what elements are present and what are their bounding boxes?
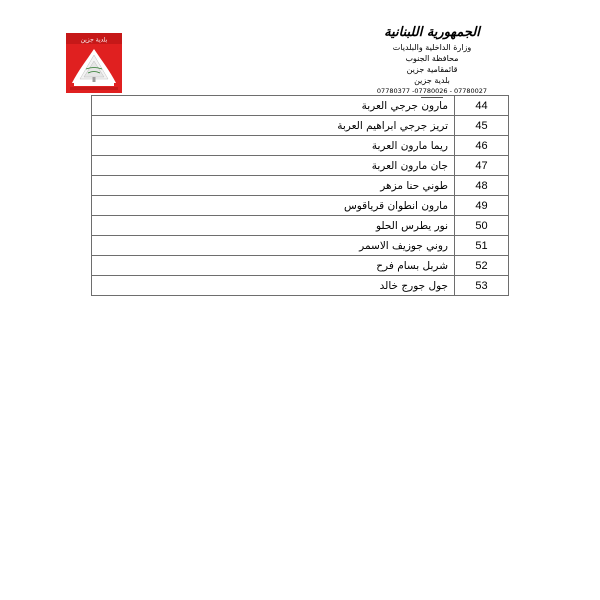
row-name: تريز جرجي ابراهيم العربة bbox=[92, 116, 455, 136]
table-row bbox=[92, 196, 509, 216]
names-table-body bbox=[92, 96, 509, 296]
ministry-line: وزارة الداخلية والبلديات bbox=[392, 43, 472, 52]
table-row bbox=[92, 156, 509, 176]
names-table bbox=[91, 95, 509, 296]
row-number: 51 bbox=[455, 236, 509, 256]
row-name: ريما مارون العربة bbox=[92, 136, 455, 156]
row-name: جول جورج خالد bbox=[92, 276, 455, 296]
row-number: 46 bbox=[455, 136, 509, 156]
table-row bbox=[92, 236, 509, 256]
table-row bbox=[92, 116, 509, 136]
municipality-line: بلدية جزين bbox=[414, 76, 450, 85]
row-name: مارون جرجي العربة bbox=[92, 96, 455, 116]
table-row bbox=[92, 216, 509, 236]
row-name: جان مارون العربة bbox=[92, 156, 455, 176]
table-row bbox=[92, 96, 509, 116]
cedar-emblem-icon bbox=[66, 33, 122, 93]
table-row bbox=[92, 176, 509, 196]
row-name: مارون انطوان قرياقوس bbox=[92, 196, 455, 216]
country-title: الجمهورية اللبنانية bbox=[384, 25, 480, 40]
table-row bbox=[92, 276, 509, 296]
phone-numbers: 07780377 -07780026 - 07780027 bbox=[376, 87, 488, 95]
row-name: نور يطرس الحلو bbox=[92, 216, 455, 236]
row-number: 50 bbox=[455, 216, 509, 236]
row-name: طوني حنا مزهر bbox=[92, 176, 455, 196]
governorate-line: محافظة الجنوب bbox=[405, 54, 459, 63]
letterhead bbox=[352, 24, 512, 98]
row-name: روني جوزيف الاسمر bbox=[92, 236, 455, 256]
row-number: 49 bbox=[455, 196, 509, 216]
table-row bbox=[92, 136, 509, 156]
row-number: 47 bbox=[455, 156, 509, 176]
row-number: 52 bbox=[455, 256, 509, 276]
municipality-logo bbox=[66, 33, 122, 93]
district-line: قائمقامية جزين bbox=[406, 65, 458, 74]
row-number: 44 bbox=[455, 96, 509, 116]
logo-caption: بلدية جزين bbox=[80, 36, 108, 44]
table-row bbox=[92, 256, 509, 276]
row-number: 53 bbox=[455, 276, 509, 296]
row-number: 45 bbox=[455, 116, 509, 136]
row-number: 48 bbox=[455, 176, 509, 196]
row-name: شربل بسام فرح bbox=[92, 256, 455, 276]
